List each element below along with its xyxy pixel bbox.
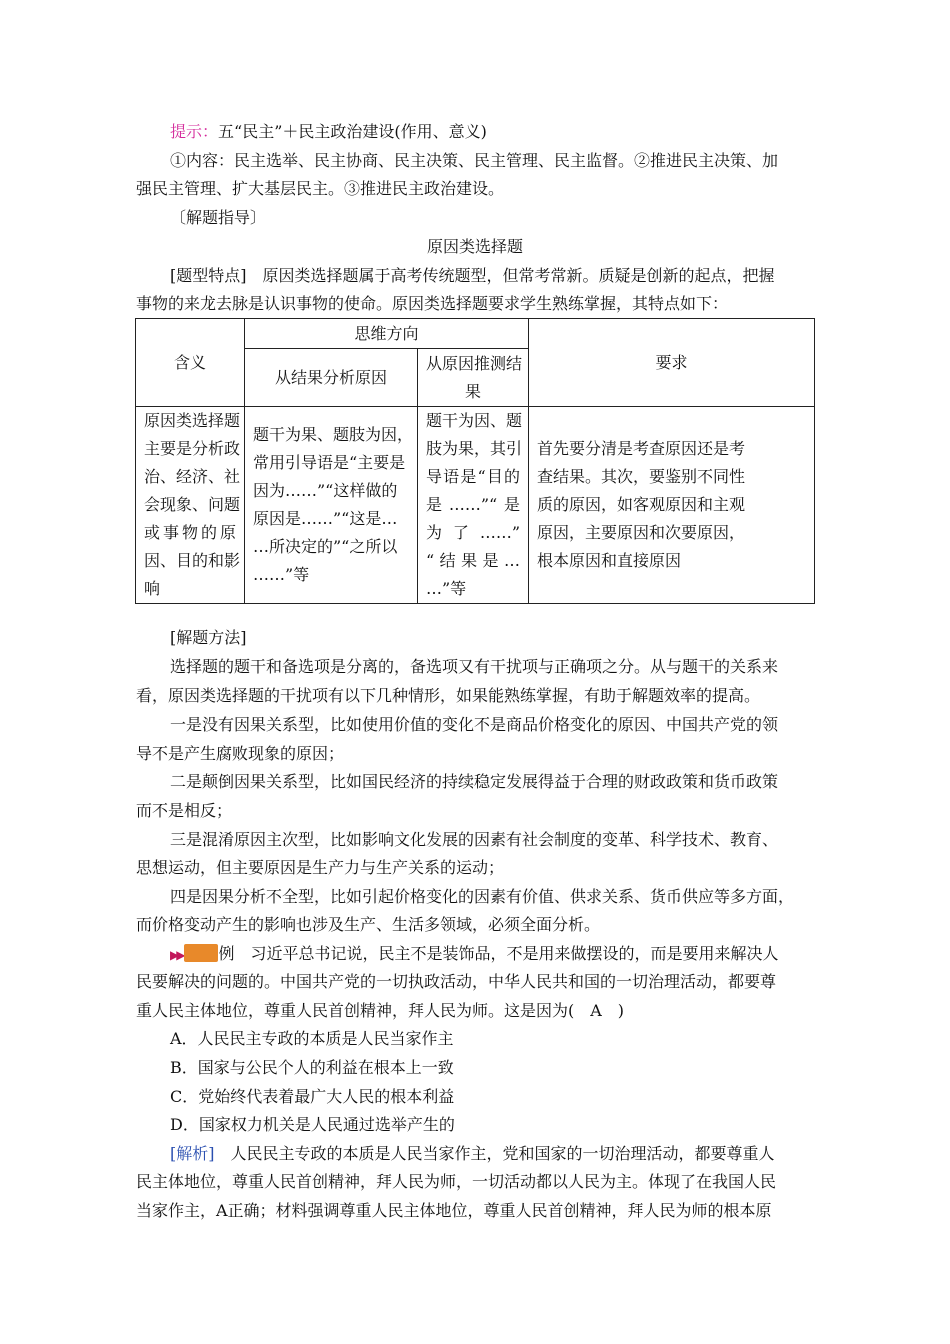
- option-a: A．人民民主专政的本质是人民当家作主: [170, 1029, 454, 1048]
- cell-line: 原因类选择题: [144, 411, 241, 430]
- example-line: 重人民主体地位，尊重人民首创精神，拜人民为师。这是因为( A ): [136, 1001, 625, 1020]
- analysis-line: [170, 1144, 775, 1164]
- method-label: [解题方法]: [170, 628, 247, 647]
- cell-from-cause: [418, 407, 529, 604]
- cell-line: ……”等: [253, 565, 310, 584]
- method-line: 选择题的题干和备选项是分离的，备选项又有干扰项与正确项之分。从与题干的关系来: [170, 657, 779, 676]
- header-requirement: 要求: [529, 319, 815, 407]
- method-line: 而价格变动产生的影响也涉及生产、生活多领域，必须全面分析。: [136, 915, 601, 934]
- method-line: 看，原因类选择题的干扰项有以下几种情形，如果能熟练掌握，有助于解题效率的提高。: [136, 686, 761, 705]
- method-line: 而不是相反；: [136, 801, 233, 820]
- cell-line: 原因是……”“这是…: [253, 509, 398, 528]
- option-c: C．党始终代表着最广大人民的根本利益: [170, 1087, 455, 1106]
- cell-line: 响: [144, 579, 161, 598]
- method-line: 四是因果分析不全型，比如引起价格变化的因素有价值、供求关系、货币供应等多方面，: [170, 887, 795, 906]
- method-line: 一是没有因果关系型，比如使用价值的变化不是商品价格变化的原因、中国共产党的领: [170, 715, 779, 734]
- hint-line: [170, 122, 487, 142]
- cell-line: 质的原因，如客观原因和主观: [537, 495, 746, 514]
- analysis-text: 人民民主专政的本质是人民当家作主，党和国家的一切治理活动，都要尊重人: [214, 1144, 775, 1163]
- cell-line: 治、经济、社: [144, 467, 241, 486]
- hint-content-line: 强民主管理、扩大基层民主。③推进民主政治建设。: [136, 179, 505, 198]
- method-line: 二是颠倒因果关系型，比如国民经济的持续稳定发展得益于合理的财政政策和货币政策: [170, 772, 779, 791]
- cell-line: 常用引导语是“主要是: [253, 453, 406, 472]
- features-line: [170, 266, 775, 286]
- header-thinking: 思维方向: [245, 319, 529, 349]
- cell-line: …所决定的”“之所以: [253, 537, 398, 556]
- example-text: 习近平总书记说，民主不是装饰品，不是用来做摆设的，而是要用来解决人: [234, 944, 779, 963]
- cell-from-result: [245, 407, 418, 604]
- example-label: 例: [218, 944, 235, 963]
- method-line: 三是混淆原因主次型，比如影响文化发展的因素有社会制度的变革、科学技术、教育、: [170, 830, 779, 849]
- cell-line: 因为……”“这样做的: [253, 481, 398, 500]
- cell-line: 题干为因、题: [426, 411, 523, 430]
- analysis-line: 民主体地位，尊重人民首创精神，拜人民为师，一切活动都以人民为主。体现了在我国人民: [136, 1172, 777, 1191]
- option-b: B．国家与公民个人的利益在根本上一致: [170, 1058, 454, 1077]
- cell-line: 会现象、问题: [144, 495, 241, 514]
- features-label: [题型特点]: [170, 266, 247, 285]
- features-table: [135, 318, 815, 604]
- cell-line: 肢为果，其引: [426, 439, 523, 458]
- cell-line: 为了……”: [426, 523, 521, 542]
- double-arrow-icon: ▶▶: [170, 948, 183, 962]
- header-from-cause: [418, 349, 529, 407]
- section-title: 原因类选择题: [426, 237, 523, 256]
- guide-heading: 〔解题指导〕: [170, 208, 267, 227]
- hint-label: 提示：: [170, 122, 219, 141]
- cell-line: “结果是…: [426, 551, 521, 570]
- method-line: 导不是产生腐败现象的原因；: [136, 744, 345, 763]
- cell-line: 是……”“是: [426, 495, 521, 514]
- header-line: 果: [465, 381, 482, 401]
- cell-line: 主要是分析政: [144, 439, 241, 458]
- example-badge: [184, 944, 218, 962]
- features-text: 原因类选择题属于高考传统题型，但常考常新。质疑是创新的起点，把握: [246, 266, 775, 285]
- header-meaning: 含义: [136, 319, 245, 407]
- cell-line: 或事物的原: [144, 523, 236, 542]
- cell-line: 因、目的和影: [144, 551, 241, 570]
- cell-line: 题干为果、题肢为因，: [253, 425, 414, 444]
- cell-line: 导语是“目的: [426, 467, 521, 486]
- option-d: D．国家权力机关是人民通过选举产生的: [170, 1115, 455, 1134]
- cell-line: 首先要分清是考查原因还是考: [537, 439, 746, 458]
- features-line: 事物的来龙去脉是认识事物的使命。原因类选择题要求学生熟练掌握，其特点如下：: [136, 294, 729, 313]
- analysis-line: 当家作主，A正确；材料强调尊重人民主体地位，尊重人民首创精神，拜人民为师的根本原: [136, 1201, 772, 1220]
- cell-meaning: [136, 407, 245, 604]
- header-line: 从原因推测结: [426, 353, 523, 373]
- header-from-result: 从结果分析原因: [245, 349, 418, 407]
- analysis-label: [解析]: [170, 1144, 215, 1163]
- cell-line: 根本原因和直接原因: [537, 551, 682, 570]
- hint-content-line: ①内容：民主选举、民主协商、民主决策、民主管理、民主监督。②推进民主决策、加: [170, 151, 779, 170]
- hint-text: 五“民主”＋民主政治建设(作用、意义): [218, 122, 487, 141]
- method-line: 思想运动，但主要原因是生产力与生产关系的运动；: [136, 858, 505, 877]
- cell-line: 查结果。其次，要鉴别不同性: [537, 467, 746, 486]
- cell-line: 原因，主要原因和次要原因，: [537, 523, 746, 542]
- cell-requirement: [529, 407, 815, 604]
- cell-line: …”等: [426, 579, 467, 598]
- example-line: [170, 944, 779, 965]
- example-line: 民要解决的问题的。中国共产党的一切执政活动，中华人民共和国的一切治理活动，都要尊: [136, 972, 777, 991]
